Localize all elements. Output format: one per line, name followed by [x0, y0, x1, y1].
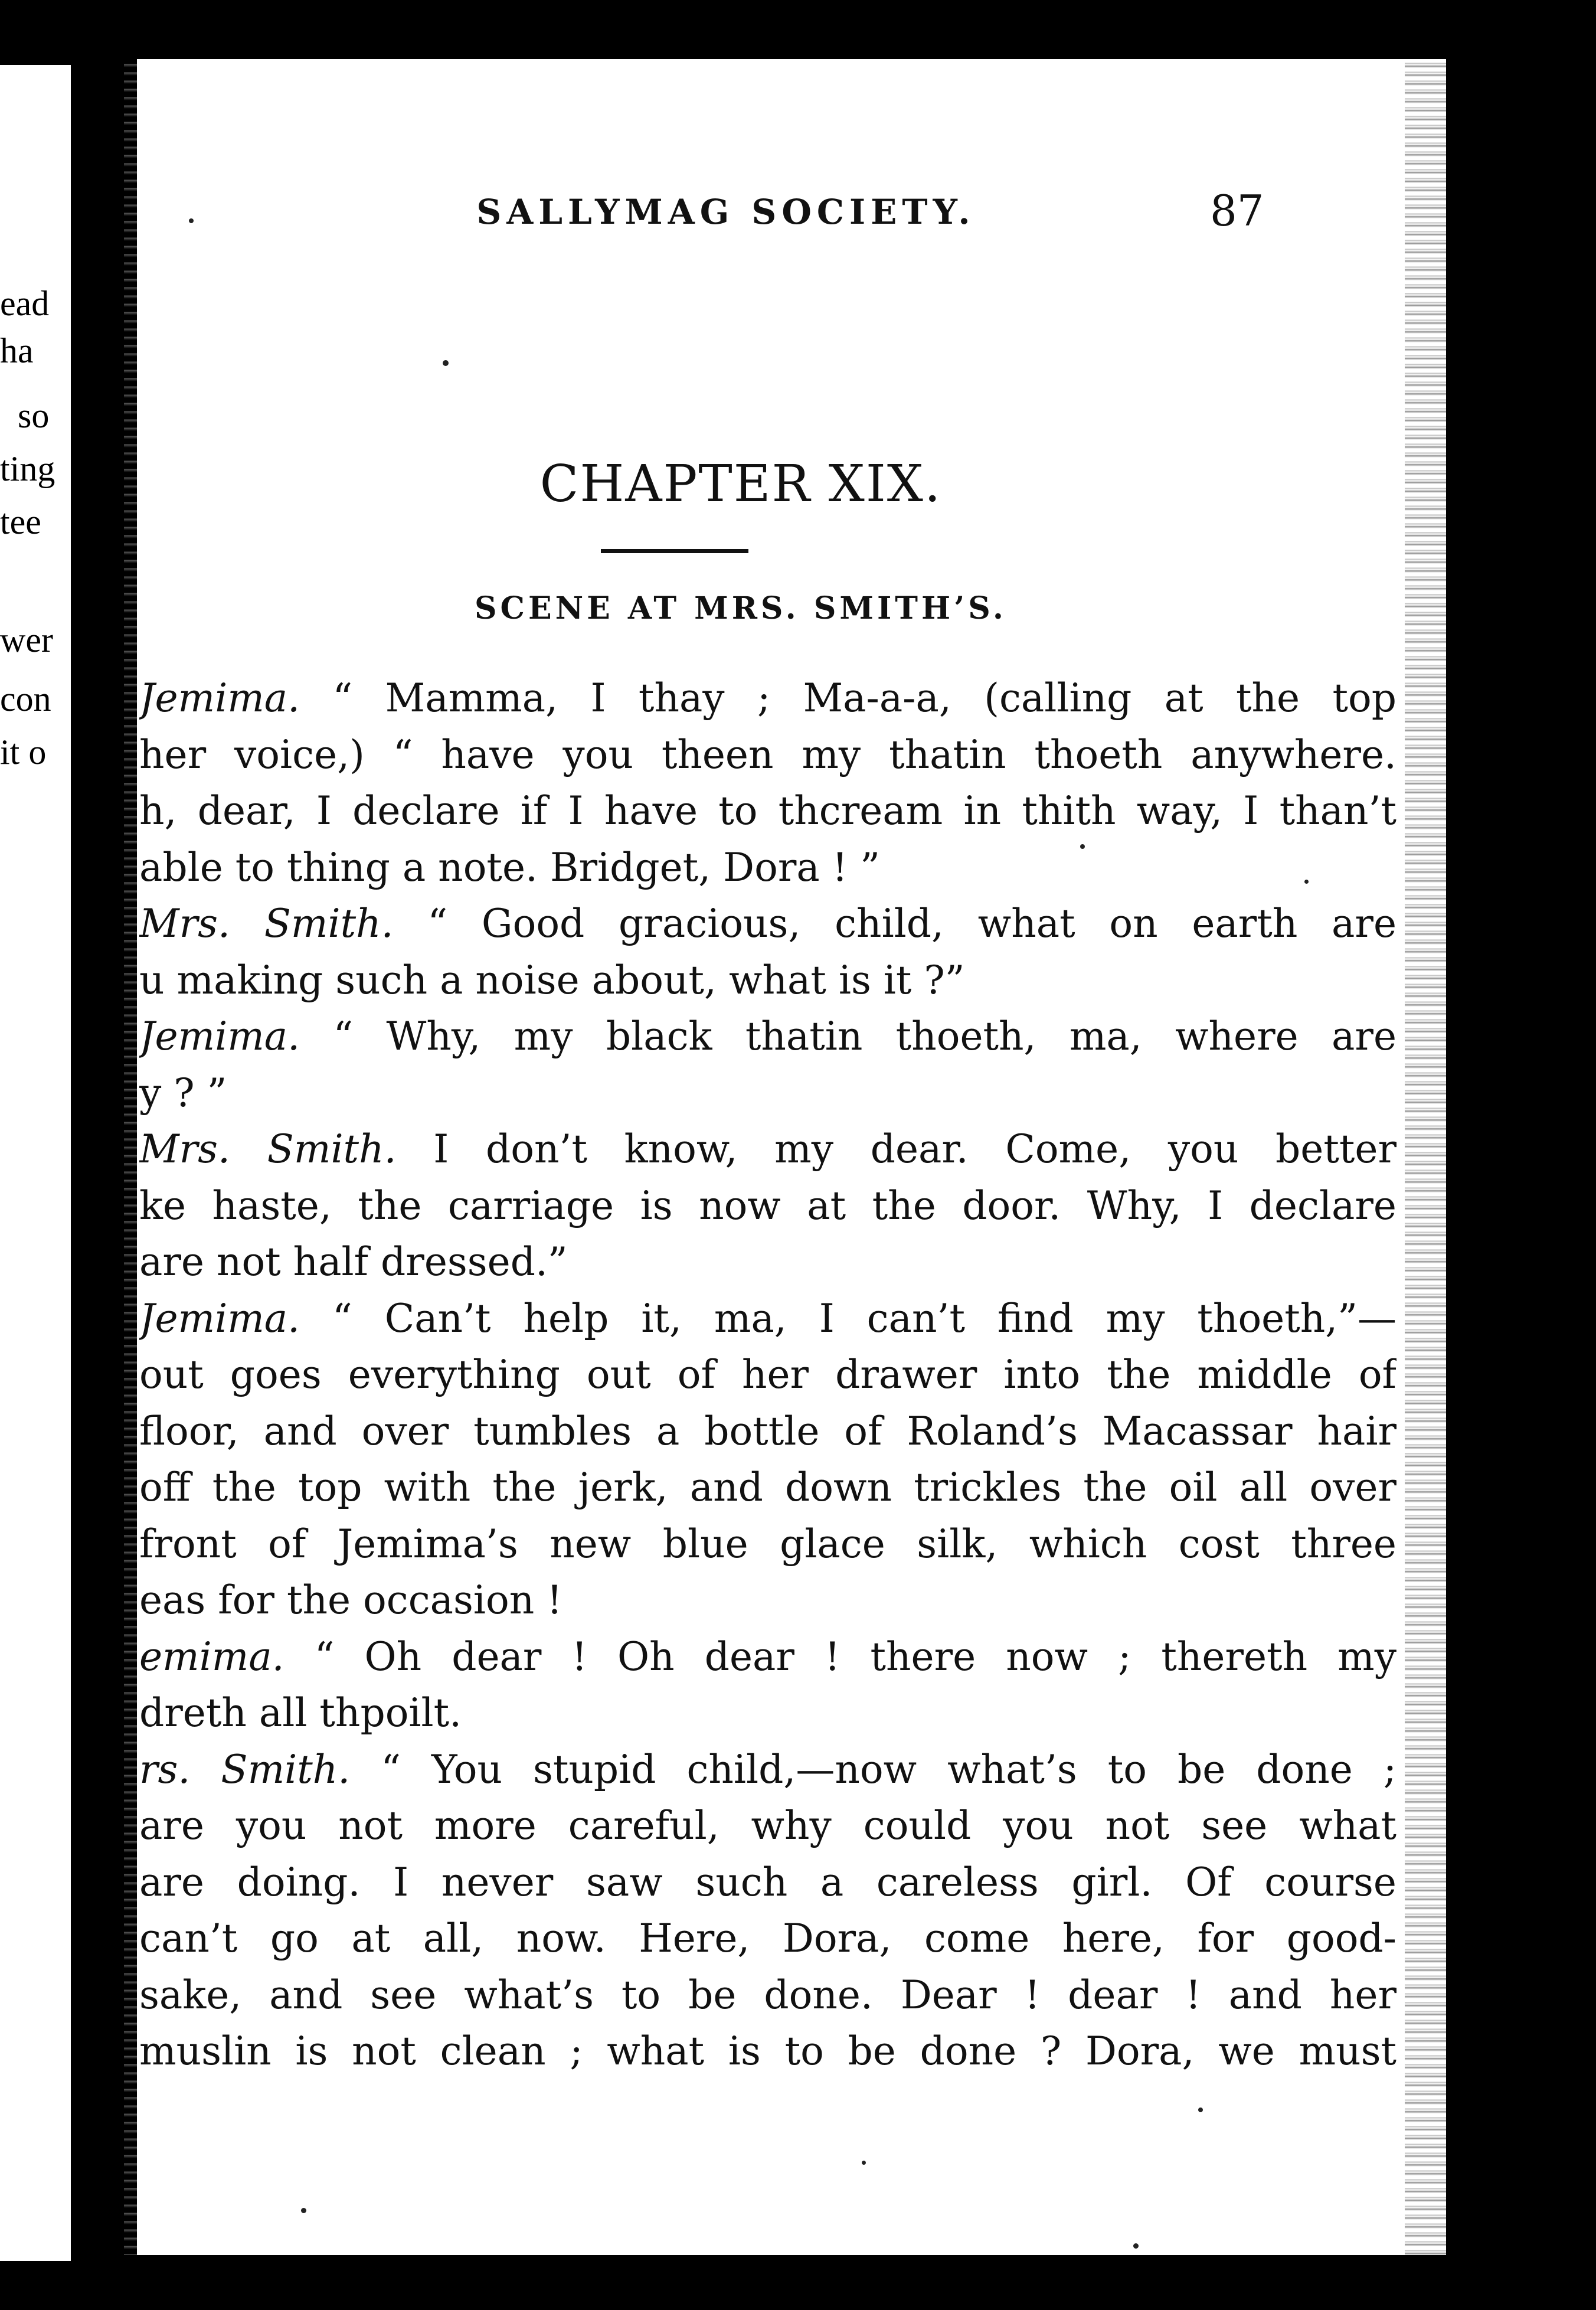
speaker-name: rs. Smith. [139, 1746, 351, 1792]
line-text: eas for the occasion ! [139, 1577, 562, 1623]
line-text: sake, and see what’s to be done. Dear ! dear ! and her [139, 1972, 1396, 2018]
line-text: floor, and over tumbles a bottle of Roland’s Macassar hair [139, 1408, 1396, 1454]
text-line [139, 839, 1396, 896]
facing-page-fragment: so [18, 396, 50, 435]
page-fore-edge [1405, 59, 1446, 2255]
line-text: can’t go at all, now. Here, Dora, come here, for good- [139, 1916, 1396, 1961]
text-line [139, 1234, 1396, 1290]
text-line [139, 1629, 1396, 1685]
text-line [139, 1121, 1396, 1178]
text-line [139, 952, 1396, 1009]
line-text: muslin is not clean ; what is to be done ? Dora, we must [139, 2028, 1396, 2074]
line-text: “ Oh dear ! Oh dear ! there now ; thereth my [314, 1633, 1396, 1680]
text-line [139, 1290, 1396, 1347]
line-text: able to thing a note. Bridget, Dora ! ” [139, 844, 880, 890]
line-text: “ Can’t help it, ma, I can’t find my thoeth,”— [332, 1295, 1396, 1341]
facing-page-fragment: tee [0, 502, 41, 541]
speaker-name: Jemima. [139, 1295, 300, 1341]
page-binding-edge [124, 59, 137, 2255]
line-text: are not half dressed.” [139, 1239, 568, 1285]
facing-page-fragment: con [0, 679, 51, 718]
facing-page-edge [0, 65, 71, 2261]
text-line [139, 1967, 1396, 2024]
speaker-name: emima. [139, 1633, 284, 1680]
line-text: front of Jemima’s new blue glace silk, which cost three [139, 1521, 1396, 1567]
text-line [139, 1572, 1396, 1629]
speaker-name: Jemima. [139, 1014, 300, 1059]
text-line [139, 1459, 1396, 1516]
line-text: dreth all thpoilt. [139, 1690, 462, 1736]
chapter-title: CHAPTER XIX. [539, 455, 942, 514]
text-line [139, 1178, 1396, 1234]
text-line [139, 1910, 1396, 1967]
page-number: 87 [1210, 186, 1264, 236]
speaker-name: Jemima. [139, 675, 300, 721]
text-line [139, 1854, 1396, 1911]
line-text: “ Good gracious, child, what on earth are [427, 901, 1396, 946]
text-line [139, 670, 1396, 727]
line-text: are doing. I never saw such a careless girl. Of course [139, 1859, 1396, 1905]
line-text: “ Mamma, I thay ; Ma-a-a, (calling at the top [332, 675, 1396, 721]
line-text: “ Why, my black thatin thoeth, ma, where are [333, 1014, 1396, 1059]
text-line [139, 1516, 1396, 1573]
facing-page-fragment: ead [0, 284, 50, 323]
book-page [124, 59, 1446, 2255]
text-line [139, 2023, 1396, 2080]
running-head [124, 186, 1446, 257]
text-line [139, 1798, 1396, 1854]
text-line [139, 783, 1396, 839]
running-title: SALLYMAG SOCIETY. [476, 192, 976, 232]
line-text: I don’t know, my dear. Come, you better [433, 1126, 1396, 1172]
text-line [139, 896, 1396, 952]
line-text: y ? ” [139, 1070, 227, 1116]
text-line [139, 1403, 1396, 1460]
line-text: out goes everything out of her drawer into the middle of [139, 1352, 1396, 1397]
chapter-rule [601, 549, 748, 553]
speaker-name: Mrs. Smith. [139, 901, 394, 946]
line-text: ke haste, the carriage is now at the door. Why, I declare [139, 1182, 1396, 1228]
line-text: off the top with the jerk, and down trickles the oil all over [139, 1465, 1396, 1510]
line-text: her voice,) “ have you theen my thatin thoeth anywhere. [139, 731, 1396, 777]
text-line [139, 1347, 1396, 1403]
facing-page-fragment: ha [0, 331, 34, 370]
text-line [139, 1742, 1396, 1798]
speaker-name: Mrs. Smith. [139, 1126, 397, 1172]
scene-heading: SCENE AT MRS. SMITH’S. [475, 590, 1007, 626]
line-text: “ You stupid child,—now what’s to be done ; [381, 1746, 1396, 1792]
text-line [139, 1065, 1396, 1122]
text-line [139, 727, 1396, 783]
line-text: h, dear, I declare if I have to thcream in thith way, I than’t [139, 788, 1396, 834]
line-text: are you not more careful, why could you not see what [139, 1803, 1396, 1848]
facing-page-fragment: wer [0, 620, 53, 659]
text-line [139, 1008, 1396, 1065]
body-text [139, 670, 1396, 2080]
text-line [139, 1685, 1396, 1742]
book-gutter [71, 0, 130, 2310]
facing-page-fragment: it o [0, 733, 47, 772]
facing-page-fragment: ting [0, 449, 55, 488]
line-text: u making such a noise about, what is it ?” [139, 957, 965, 1003]
